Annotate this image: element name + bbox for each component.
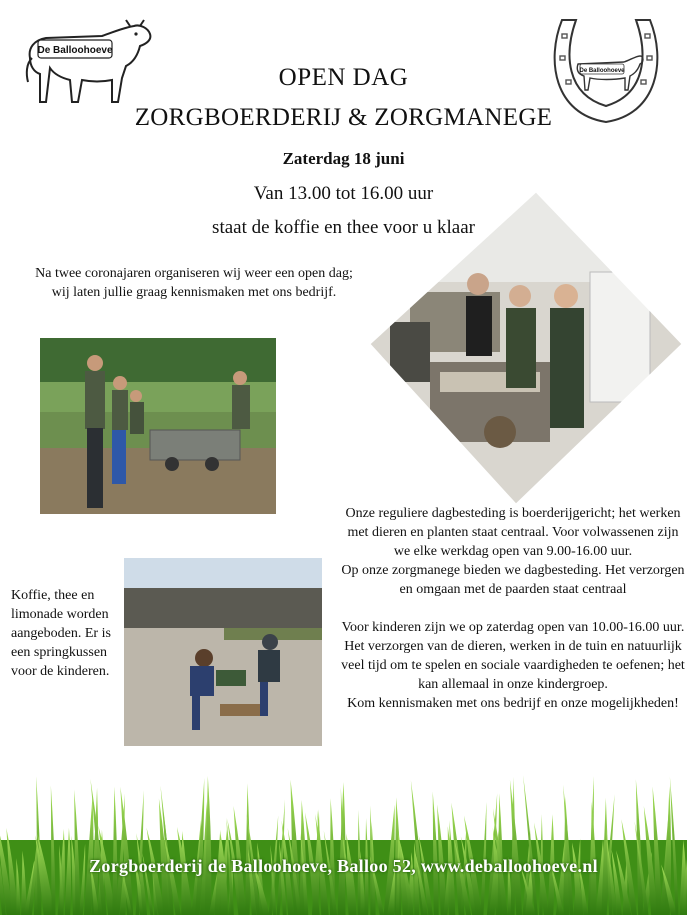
info-paragraph-manege: Op onze zorgmanege bieden we dagbesteding. Het verzorgen en omgaan met de paarden staat centraal <box>341 563 685 597</box>
page-title: OPEN DAG <box>278 64 409 91</box>
coffee-line: staat de koffie en thee voor u klaar <box>212 217 475 238</box>
footer-address: Zorgboerderij de Balloohoeve, Balloo 52, www.deballoohoeve.nl <box>89 856 598 876</box>
info-paragraph-adults: Onze reguliere dagbesteding is boerderijgericht; het werken met dieren en planten staat centraal. Voor volwassenen zijn we elke werkdag open van 9.00-16.00 uur. <box>345 506 681 559</box>
side-note: Koffie, thee en limonade worden aangeboden. Er is een springkussen voor de kinderen. <box>11 588 111 679</box>
yard-photo <box>124 558 322 746</box>
cow-logo-label: De Balloohoeve <box>37 45 113 56</box>
horseshoe-logo-label: De Balloohoeve <box>579 68 625 74</box>
grass-border <box>0 770 687 915</box>
kitchen-photo <box>370 192 682 504</box>
cow-logo <box>22 18 154 108</box>
event-time: Van 13.00 tot 16.00 uur <box>253 183 434 204</box>
info-paragraph-invite: Kom kennismaken met ons bedrijf en onze mogelijkheden! <box>347 696 679 711</box>
info-column <box>340 504 686 713</box>
info-paragraph-children: Voor kinderen zijn we op zaterdag open van 10.00-16.00 uur. Het verzorgen van de dieren, werken in de tuin en natuurlijk veel tijd om te spelen en sociale vaardigheden te oefenen; het kan allemaal in onze kindergroep. <box>341 620 685 692</box>
intro-text: Na twee coronajaren organiseren wij weer een open dag; wij laten jullie graag kennismaken met ons bedrijf. <box>35 266 353 300</box>
page-subtitle: ZORGBOERDERIJ & ZORGMANEGE <box>134 104 553 131</box>
event-date: Zaterdag 18 juni <box>282 149 405 168</box>
field-work-photo <box>40 338 276 514</box>
